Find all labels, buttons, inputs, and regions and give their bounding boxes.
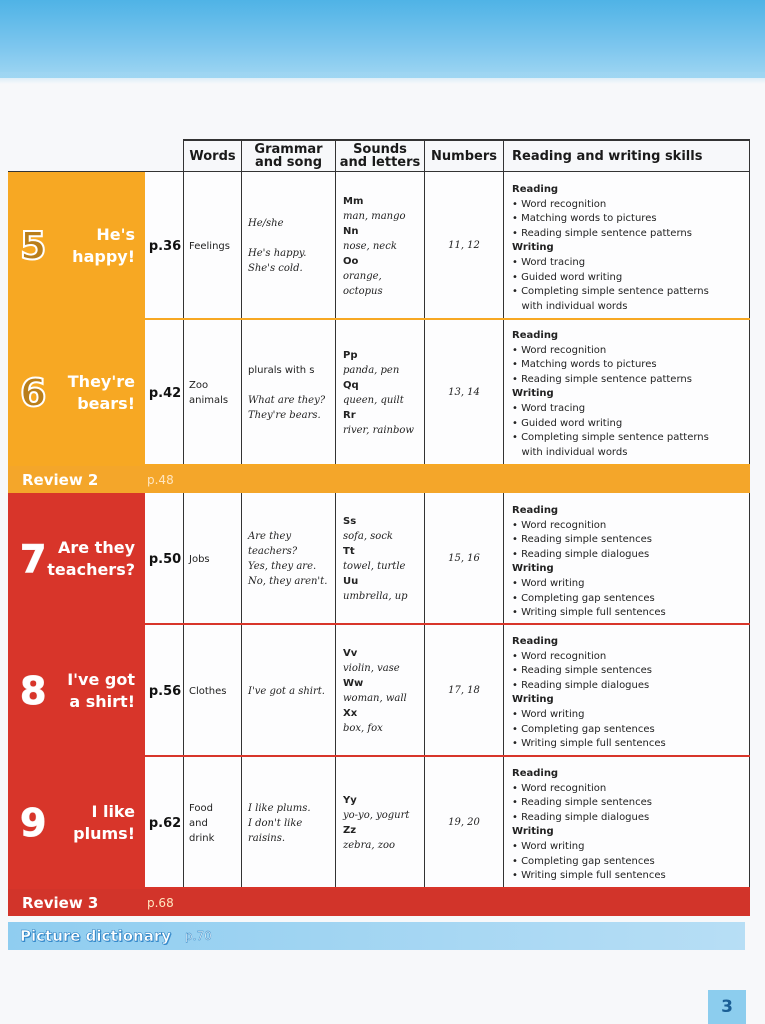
unit-page[interactable]: p.62 bbox=[148, 815, 182, 831]
column-divider bbox=[749, 625, 750, 757]
words-line: Feelings bbox=[189, 240, 230, 252]
skills-heading: Reading bbox=[512, 330, 559, 341]
skills-item: • Completing gap sentences bbox=[512, 723, 655, 735]
words-cell bbox=[189, 552, 241, 567]
column-divider bbox=[749, 320, 750, 466]
grammar-line: He/she bbox=[248, 218, 284, 229]
letter-pair: Tt bbox=[343, 546, 355, 557]
unit-title: I've got a shirt! bbox=[67, 670, 135, 711]
column-divider bbox=[749, 172, 750, 320]
column-divider bbox=[749, 493, 750, 625]
unit-number: 8 bbox=[20, 669, 47, 713]
grammar-line bbox=[248, 231, 334, 246]
skills-cell bbox=[512, 767, 666, 884]
example-words: queen, quilt bbox=[343, 395, 404, 406]
skills-item: • Completing gap sentences bbox=[512, 592, 655, 604]
column-divider bbox=[503, 172, 504, 320]
skills-item: • Word recognition bbox=[512, 782, 607, 794]
column-divider bbox=[335, 757, 336, 889]
skills-item: • Reading simple dialogues bbox=[512, 548, 650, 560]
skills-item: • Writing simple full sentences bbox=[512, 607, 666, 619]
words-line: drink bbox=[189, 832, 215, 844]
words-line: Food bbox=[189, 802, 213, 814]
skills-heading: Writing bbox=[512, 826, 554, 838]
skills-heading: Writing bbox=[512, 563, 554, 575]
skills-item: with individual words bbox=[512, 300, 628, 312]
picture-dictionary-label: Picture dictionary bbox=[20, 927, 172, 945]
example-words: umbrella, up bbox=[343, 591, 408, 602]
grammar-line: teachers? bbox=[248, 546, 298, 557]
column-divider bbox=[335, 320, 336, 466]
example-words: woman, wall bbox=[343, 693, 407, 704]
column-divider bbox=[241, 172, 242, 320]
skills-item: • Reading simple dialogues bbox=[512, 811, 650, 823]
unit-number: 6 bbox=[20, 371, 47, 415]
unit-number: 9 bbox=[20, 801, 47, 845]
skills-item: • Completing simple sentence patterns bbox=[512, 432, 709, 444]
sounds-cell bbox=[343, 514, 423, 604]
unit-title: Are they teachers? bbox=[47, 538, 135, 579]
skills-item: • Word recognition bbox=[512, 519, 607, 531]
example-words: nose, neck bbox=[343, 240, 397, 252]
grammar-line: plurals with s bbox=[248, 365, 315, 376]
grammar-line: I like plums. bbox=[248, 802, 311, 814]
page-number: 3 bbox=[708, 990, 746, 1024]
letter-pair: Ss bbox=[343, 516, 357, 527]
grammar-cell bbox=[248, 801, 334, 846]
letter-pair: Pp bbox=[343, 350, 358, 361]
skills-item: • Word recognition bbox=[512, 198, 607, 210]
example-words: octopus bbox=[343, 285, 383, 297]
grammar-cell bbox=[248, 216, 334, 276]
skills-heading: Reading bbox=[512, 184, 559, 195]
column-divider bbox=[183, 320, 184, 466]
skills-item: • Completing simple sentence patterns bbox=[512, 286, 709, 298]
column-divider bbox=[241, 625, 242, 757]
skills-item: • Word writing bbox=[512, 840, 585, 852]
column-divider bbox=[503, 757, 504, 889]
grammar-line: She's cold. bbox=[248, 263, 303, 274]
column-divider bbox=[241, 493, 242, 625]
grammar-line: Yes, they are. bbox=[248, 561, 317, 572]
unit-number: 5 bbox=[20, 224, 47, 268]
column-divider bbox=[241, 757, 242, 889]
column-divider bbox=[335, 172, 336, 320]
grammar-line: I've got a shirt. bbox=[248, 685, 325, 697]
top-color-band bbox=[0, 0, 765, 78]
grammar-line: What are they? bbox=[248, 395, 326, 406]
words-line: Jobs bbox=[189, 553, 210, 565]
review-3-label: Review 3 bbox=[22, 893, 99, 912]
header-skills: Reading and writing skills bbox=[512, 148, 703, 164]
numbers-cell: 17, 18 bbox=[448, 685, 480, 696]
unit-page[interactable]: p.36 bbox=[148, 238, 182, 254]
skills-item: • Word tracing bbox=[512, 256, 586, 268]
example-words: man, mango bbox=[343, 210, 406, 222]
skills-item: • Reading simple sentences bbox=[512, 534, 653, 546]
unit-title-cell[interactable] bbox=[8, 757, 145, 889]
letter-pair: Yy bbox=[343, 795, 357, 806]
picture-dictionary-bar[interactable] bbox=[8, 922, 745, 950]
skills-cell bbox=[512, 504, 666, 621]
review-2-bar[interactable] bbox=[8, 466, 750, 493]
unit-title: They're bears! bbox=[67, 372, 135, 413]
header-numbers: Numbers bbox=[431, 148, 497, 164]
unit-title: I like plums! bbox=[73, 802, 135, 843]
skills-item: • Guided word writing bbox=[512, 271, 623, 283]
example-words: sofa, sock bbox=[343, 531, 393, 542]
skills-heading: Reading bbox=[512, 636, 559, 647]
letter-pair: Uu bbox=[343, 576, 359, 587]
skills-cell bbox=[512, 329, 709, 460]
skills-item: • Word writing bbox=[512, 577, 585, 589]
skills-item: • Writing simple full sentences bbox=[512, 870, 666, 882]
column-divider bbox=[503, 320, 504, 466]
picture-dictionary-page: p.70 bbox=[185, 929, 212, 943]
letter-pair: Vv bbox=[343, 648, 358, 659]
words-cell bbox=[189, 684, 241, 699]
letter-pair: Zz bbox=[343, 825, 357, 836]
words-line: Zoo bbox=[189, 380, 209, 391]
words-cell bbox=[189, 378, 241, 408]
review-3-bar[interactable] bbox=[8, 889, 750, 916]
skills-item: with individual words bbox=[512, 446, 628, 458]
words-line: animals bbox=[189, 395, 229, 406]
skills-item: • Writing simple full sentences bbox=[512, 738, 666, 750]
grammar-line bbox=[248, 378, 334, 393]
column-divider bbox=[183, 757, 184, 889]
skills-heading: Reading bbox=[512, 768, 559, 779]
review-2-page: p.48 bbox=[147, 472, 174, 487]
skills-cell bbox=[512, 183, 709, 314]
column-divider bbox=[335, 493, 336, 625]
grammar-line: raisins. bbox=[248, 832, 286, 844]
example-words: box, fox bbox=[343, 723, 383, 734]
skills-item: • Reading simple dialogues bbox=[512, 679, 650, 691]
grammar-cell bbox=[248, 684, 334, 699]
column-divider bbox=[183, 625, 184, 757]
skills-heading: Writing bbox=[512, 242, 554, 254]
skills-item: • Word recognition bbox=[512, 650, 607, 662]
unit-page[interactable]: p.56 bbox=[148, 683, 182, 699]
numbers-cell: 11, 12 bbox=[448, 240, 480, 251]
numbers-cell: 15, 16 bbox=[448, 553, 480, 564]
skills-item: • Word tracing bbox=[512, 402, 586, 414]
numbers-cell: 13, 14 bbox=[448, 387, 480, 398]
unit-title-cell[interactable] bbox=[8, 320, 145, 466]
numbers-cell: 19, 20 bbox=[448, 817, 480, 828]
words-line: and bbox=[189, 817, 208, 829]
column-divider bbox=[183, 172, 184, 320]
skills-item: • Matching words to pictures bbox=[512, 213, 657, 225]
header-words: Words bbox=[189, 148, 236, 164]
letter-pair: Nn bbox=[343, 225, 359, 237]
review-3-page: p.68 bbox=[147, 895, 174, 910]
letter-pair: Qq bbox=[343, 380, 359, 391]
example-words: river, rainbow bbox=[343, 425, 414, 436]
skills-item: • Reading simple sentences bbox=[512, 797, 653, 809]
example-words: orange, bbox=[343, 270, 382, 282]
column-divider bbox=[749, 757, 750, 889]
header-grammar: Grammar and song bbox=[254, 142, 323, 170]
column-divider bbox=[503, 625, 504, 757]
unit-title-cell[interactable] bbox=[8, 172, 145, 320]
example-words: yo-yo, yogurt bbox=[343, 810, 410, 821]
letter-pair: Rr bbox=[343, 410, 356, 421]
grammar-line: He's happy. bbox=[248, 248, 307, 259]
grammar-line: No, they aren't. bbox=[248, 576, 328, 587]
example-words: violin, vase bbox=[343, 663, 400, 674]
skills-item: • Matching words to pictures bbox=[512, 359, 657, 371]
header-sounds: Sounds and letters bbox=[339, 142, 421, 170]
skills-cell bbox=[512, 635, 666, 752]
letter-pair: Ww bbox=[343, 678, 364, 689]
grammar-cell bbox=[248, 363, 334, 423]
skills-heading: Writing bbox=[512, 388, 554, 400]
skills-heading: Writing bbox=[512, 694, 554, 706]
sounds-cell bbox=[343, 646, 423, 736]
example-words: towel, turtle bbox=[343, 561, 406, 572]
column-divider bbox=[241, 320, 242, 466]
skills-item: • Reading simple sentence patterns bbox=[512, 373, 692, 385]
column-divider bbox=[183, 493, 184, 625]
review-2-label: Review 2 bbox=[22, 470, 99, 489]
sounds-cell bbox=[343, 194, 423, 299]
skills-item: • Completing gap sentences bbox=[512, 855, 655, 867]
letter-pair: Mm bbox=[343, 195, 364, 207]
words-cell bbox=[189, 239, 241, 254]
unit-number: 7 bbox=[20, 537, 47, 581]
skills-item: • Guided word writing bbox=[512, 417, 623, 429]
words-cell bbox=[189, 801, 241, 846]
sounds-cell bbox=[343, 348, 423, 438]
sounds-cell bbox=[343, 793, 423, 853]
grammar-line: I don't like bbox=[248, 817, 303, 829]
skills-item: • Word recognition bbox=[512, 344, 607, 356]
skills-heading: Reading bbox=[512, 505, 559, 516]
letter-pair: Xx bbox=[343, 708, 358, 719]
column-divider bbox=[335, 625, 336, 757]
example-words: panda, pen bbox=[343, 365, 400, 376]
grammar-line: Are they bbox=[248, 531, 292, 542]
unit-page[interactable]: p.42 bbox=[148, 385, 182, 401]
unit-title: He's happy! bbox=[72, 225, 135, 266]
skills-item: • Word writing bbox=[512, 708, 585, 720]
grammar-line: They're bears. bbox=[248, 410, 321, 421]
grammar-cell bbox=[248, 529, 334, 589]
unit-title-cell[interactable] bbox=[8, 625, 145, 757]
unit-page[interactable]: p.50 bbox=[148, 551, 182, 567]
words-line: Clothes bbox=[189, 685, 227, 697]
letter-pair: Oo bbox=[343, 255, 359, 267]
skills-item: • Reading simple sentence patterns bbox=[512, 227, 692, 239]
skills-item: • Reading simple sentences bbox=[512, 665, 653, 677]
example-words: zebra, zoo bbox=[343, 840, 395, 851]
column-divider bbox=[503, 493, 504, 625]
unit-title-cell[interactable] bbox=[8, 493, 145, 625]
